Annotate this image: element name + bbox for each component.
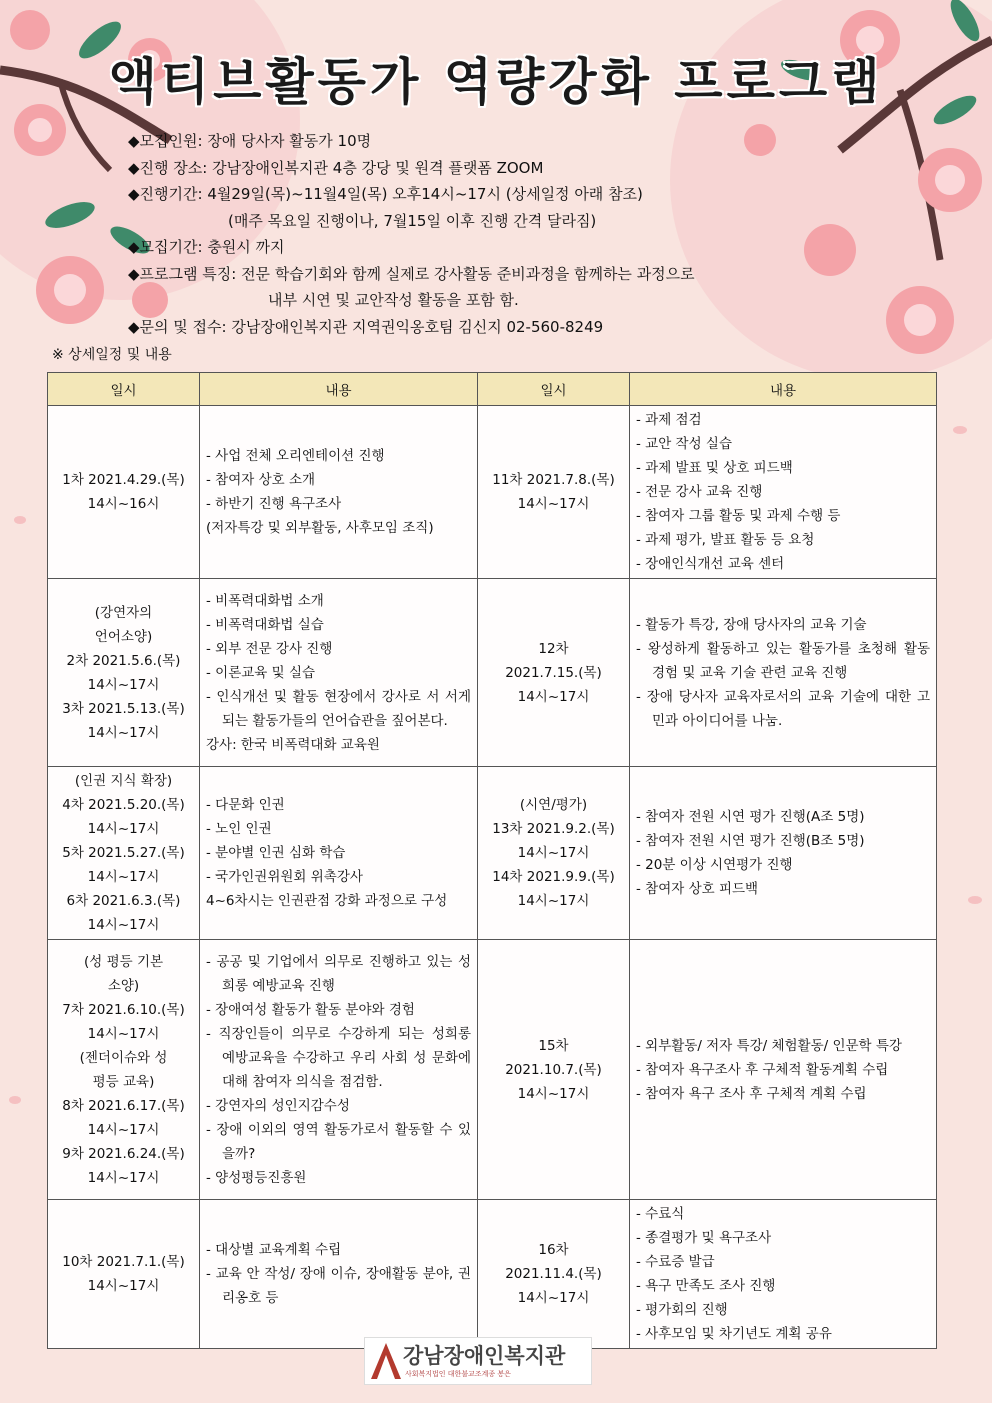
table-row bbox=[48, 1200, 937, 1349]
table-header-row bbox=[48, 373, 937, 406]
content-line: - 참여자 상호 피드백 bbox=[636, 881, 759, 897]
logo-subtitle: 사회복지법인 대한불교조계종 봉은 bbox=[405, 1370, 511, 1378]
date-line: 5차 2021.5.27.(목) bbox=[62, 845, 185, 861]
content-line: - 사업 전체 오리엔테이션 진행 bbox=[206, 448, 385, 464]
content-line: - 강연자의 성인지감수성 bbox=[206, 1097, 350, 1114]
content-cell bbox=[630, 579, 937, 767]
content-cell bbox=[200, 940, 478, 1200]
date-line: (성 평등 기본 bbox=[83, 953, 164, 970]
schedule-table bbox=[47, 372, 937, 1349]
date-line: (젠더이슈와 성 bbox=[79, 1049, 168, 1066]
content-line: - 노인 인권 bbox=[206, 821, 272, 837]
date-line: 14시~17시 bbox=[517, 496, 590, 512]
content-line: - 20분 이상 시연평가 진행 bbox=[636, 857, 793, 873]
content-line: - 참여자 욕구 조사 후 구체적 계획 수립 bbox=[636, 1085, 867, 1102]
header-date-1: 일시 bbox=[48, 373, 200, 406]
content-line: - 국가인권위원회 위촉강사 bbox=[206, 869, 363, 885]
content-line: - 장애 당사자 교육자로서의 교육 기술에 대한 고민과 아이디어를 나눔. bbox=[636, 688, 930, 729]
content-line: - 전문 강사 교육 진행 bbox=[636, 484, 763, 500]
date-line: (시연/평가) bbox=[519, 797, 588, 813]
content-line: - 장애여성 활동가 활동 분야와 경험 bbox=[206, 1001, 415, 1018]
content-line: - 교안 작성 실습 bbox=[636, 436, 732, 452]
date-cell bbox=[48, 767, 200, 940]
content-line: - 과제 발표 및 상호 피드백 bbox=[636, 460, 793, 476]
date-cell bbox=[478, 767, 630, 940]
content-line: - 다문화 인권 bbox=[206, 797, 285, 813]
content-line: (저자특강 및 외부활동, 사후모임 조직) bbox=[206, 520, 434, 536]
page-title: 액티브활동가 역량강화 프로그램 bbox=[108, 53, 884, 111]
date-line: 14시~17시 bbox=[87, 917, 160, 933]
deadline-info: ◆모집기간: 충원시 까지 bbox=[128, 238, 285, 256]
table-row bbox=[48, 767, 937, 940]
content-line: - 수료식 bbox=[636, 1206, 685, 1222]
content-line: - 평가회의 진행 bbox=[636, 1302, 728, 1318]
date-line: 14시~17시 bbox=[517, 1290, 590, 1306]
date-line: 12차 bbox=[538, 640, 569, 657]
date-line: 8차 2021.6.17.(목) bbox=[62, 1097, 185, 1114]
content-line: - 분야별 인권 심화 학습 bbox=[206, 845, 346, 861]
content-line: - 과제 점검 bbox=[636, 412, 702, 428]
content-line: - 양성평등진흥원 bbox=[206, 1169, 307, 1186]
logo-name: 강남장애인복지관 bbox=[403, 1344, 566, 1368]
content-line: 강사: 한국 비폭력대화 교육원 bbox=[206, 736, 380, 753]
content-cell bbox=[200, 579, 478, 767]
content-line: - 공공 및 기업에서 의무로 진행하고 있는 성희롱 예방교육 진행 bbox=[206, 953, 471, 994]
content-line: 4~6차시는 인권관점 강화 과정으로 구성 bbox=[206, 893, 448, 909]
content-cell bbox=[630, 1200, 937, 1349]
date-cell bbox=[48, 579, 200, 767]
schedule-note: ※ 상세일정 및 내용 bbox=[52, 347, 172, 363]
date-line: 14시~17시 bbox=[87, 1025, 160, 1042]
date-line: 15차 bbox=[538, 1037, 569, 1054]
date-line: 2021.7.15.(목) bbox=[505, 664, 602, 681]
content-line: - 대상별 교육계획 수립 bbox=[206, 1242, 342, 1258]
content-line: - 하반기 진행 욕구조사 bbox=[206, 496, 342, 512]
date-line: 14시~17시 bbox=[87, 724, 160, 741]
date-cell bbox=[48, 406, 200, 579]
logo-mark-icon bbox=[369, 1341, 403, 1381]
content-cell bbox=[200, 767, 478, 940]
content-line: - 외부 전문 강사 진행 bbox=[206, 640, 333, 657]
period-note: (매주 목요일 진행이나, 7월15일 이후 진행 간격 달라짐) bbox=[228, 211, 597, 230]
date-line: 14시~17시 bbox=[87, 676, 160, 693]
date-cell bbox=[48, 940, 200, 1200]
date-line: 소양) bbox=[107, 977, 140, 994]
date-line: (강연자의 bbox=[94, 604, 153, 621]
date-line: 2차 2021.5.6.(목) bbox=[66, 652, 181, 669]
date-line: 7차 2021.6.10.(목) bbox=[62, 1001, 185, 1018]
date-line: 2021.11.4.(목) bbox=[505, 1266, 602, 1282]
date-cell bbox=[478, 406, 630, 579]
table-row bbox=[48, 406, 937, 579]
date-line: 14시~17시 bbox=[517, 688, 590, 705]
content-line: - 과제 평가, 발표 활동 등 요청 bbox=[636, 532, 815, 548]
date-cell bbox=[478, 1200, 630, 1349]
period-info: ◆진행기간: 4월29일(목)~11월4일(목) 오후14시~17시 (상세일정 아래 참조) bbox=[128, 185, 643, 203]
date-line: 14시~17시 bbox=[517, 845, 590, 861]
header-content-1: 내용 bbox=[200, 373, 478, 406]
content-line: - 참여자 그룹 활동 및 과제 수행 등 bbox=[636, 508, 841, 524]
content-line: - 비폭력대화법 실습 bbox=[206, 616, 324, 633]
content-line: - 종결평가 및 욕구조사 bbox=[636, 1230, 772, 1246]
date-line: 14시~17시 bbox=[87, 1278, 160, 1294]
date-line: 14시~17시 bbox=[517, 893, 590, 909]
date-line: 평등 교육) bbox=[92, 1073, 155, 1090]
content-line: - 참여자 전원 시연 평가 진행(B조 5명) bbox=[636, 833, 865, 849]
content-line: - 외부활동/ 저자 특강/ 체험활동/ 인문학 특강 bbox=[636, 1037, 902, 1054]
content-line: - 장애인식개선 교육 센터 bbox=[636, 556, 785, 572]
content-line: - 활동가 특강, 장애 당사자의 교육 기술 bbox=[636, 616, 867, 633]
content-line: - 사후모임 및 차기년도 계획 공유 bbox=[636, 1326, 832, 1342]
feature-info: ◆프로그램 특징: 전문 학습기회와 함께 실제로 강사활동 준비과정을 함께하는 과정으로 bbox=[128, 264, 695, 283]
content-cell bbox=[630, 940, 937, 1200]
content-line: - 비폭력대화법 소개 bbox=[206, 592, 324, 609]
date-line: 9차 2021.6.24.(목) bbox=[62, 1145, 185, 1162]
date-line: 16차 bbox=[538, 1242, 569, 1258]
content-line: - 인식개선 및 활동 현장에서 강사로 서 서게 되는 활동가들의 언어습관을 짚어본다. bbox=[206, 688, 471, 729]
date-line: 10차 2021.7.1.(목) bbox=[62, 1254, 185, 1270]
date-line: 14시~17시 bbox=[87, 821, 160, 837]
content-cell bbox=[200, 406, 478, 579]
content-cell bbox=[200, 1200, 478, 1349]
content-line: - 참여자 상호 소개 bbox=[206, 472, 316, 488]
content-line: - 직장인들이 의무로 수강하게 되는 성희롱 예방교육을 수강하고 우리 사회 성 문화에 대해 참여자 의식을 점검함. bbox=[206, 1025, 471, 1090]
date-cell bbox=[478, 940, 630, 1200]
date-line: 14시~17시 bbox=[517, 1085, 590, 1102]
place-info: ◆진행 장소: 강남장애인복지관 4층 강당 및 원격 플랫폼 ZOOM bbox=[128, 158, 544, 177]
content-line: - 욕구 만족도 조사 진행 bbox=[636, 1278, 776, 1294]
date-line: 14시~17시 bbox=[87, 869, 160, 885]
date-line: 14시~16시 bbox=[87, 496, 160, 512]
date-line: 14차 2021.9.9.(목) bbox=[492, 869, 615, 885]
content-line: - 왕성하게 활동하고 있는 활동가를 초청해 활동 경험 및 교육 기술 관련 교육 진행 bbox=[636, 640, 930, 681]
content-line: - 참여자 욕구조사 후 구체적 활동계획 수립 bbox=[636, 1061, 889, 1078]
recruit-info: ◆모집인원: 장애 당사자 활동가 10명 bbox=[128, 132, 372, 150]
table-row bbox=[48, 579, 937, 767]
date-line: 3차 2021.5.13.(목) bbox=[62, 700, 185, 717]
content-cell bbox=[630, 406, 937, 579]
content-line: - 참여자 전원 시연 평가 진행(A조 5명) bbox=[636, 809, 865, 825]
program-info bbox=[128, 128, 695, 340]
content-line: - 교육 안 작성/ 장애 이슈, 장애활동 분야, 권리옹호 등 bbox=[206, 1266, 471, 1306]
table-row bbox=[48, 940, 937, 1200]
date-line: 14시~17시 bbox=[87, 1121, 160, 1138]
organization-logo bbox=[364, 1337, 592, 1385]
date-line: 4차 2021.5.20.(목) bbox=[62, 797, 185, 813]
date-cell bbox=[48, 1200, 200, 1349]
content-line: - 장애 이외의 영역 활동가로서 활동할 수 있을까? bbox=[206, 1121, 471, 1162]
date-line: 언어소양) bbox=[94, 628, 153, 645]
date-cell bbox=[478, 579, 630, 767]
feature-info-cont: 내부 시연 및 교안작성 활동을 포함 함. bbox=[268, 291, 519, 309]
header-content-2: 내용 bbox=[630, 373, 937, 406]
date-line: (인권 지식 확장) bbox=[74, 773, 173, 789]
content-cell bbox=[630, 767, 937, 940]
date-line: 13차 2021.9.2.(목) bbox=[492, 821, 615, 837]
content-line: - 이론교육 및 실습 bbox=[206, 664, 316, 681]
date-line: 6차 2021.6.3.(목) bbox=[66, 893, 181, 909]
content-line: - 수료증 발급 bbox=[636, 1254, 715, 1270]
header-date-2: 일시 bbox=[478, 373, 630, 406]
date-line: 2021.10.7.(목) bbox=[505, 1061, 602, 1078]
contact-info: ◆문의 및 접수: 강남장애인복지관 지역권익옹호팀 김신지 02-560-8249 bbox=[128, 317, 604, 336]
date-line: 11차 2021.7.8.(목) bbox=[492, 472, 615, 488]
date-line: 1차 2021.4.29.(목) bbox=[62, 472, 185, 488]
date-line: 14시~17시 bbox=[87, 1169, 160, 1186]
